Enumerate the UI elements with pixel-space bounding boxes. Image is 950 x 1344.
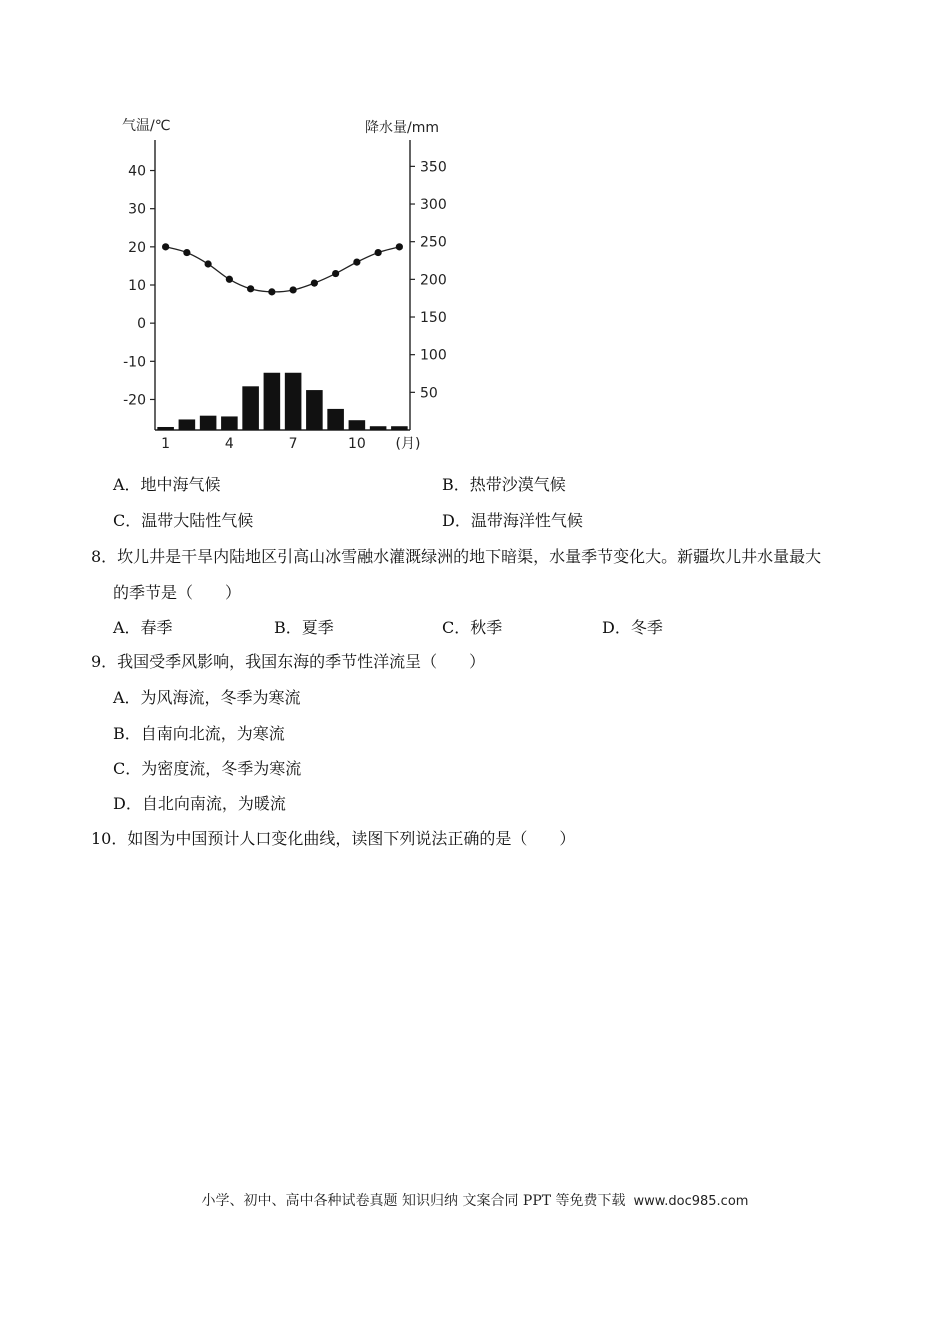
precipitation-tick-label: 100 (420, 347, 447, 364)
precipitation-bar (370, 426, 387, 430)
temperature-axis-title: 气温/℃ (122, 118, 171, 134)
temperature-tick-label: -20 (123, 392, 146, 409)
precipitation-bar (349, 420, 366, 430)
temperature-point (162, 243, 169, 250)
q7-option-d[interactable]: D．温带海洋性气候 (442, 511, 583, 530)
precipitation-bar (327, 409, 344, 430)
precipitation-bar (221, 416, 238, 430)
page-footer (0, 1190, 950, 1210)
q8-option-d[interactable]: D．冬季 (602, 618, 663, 637)
q7-option-b[interactable]: B．热带沙漠气候 (442, 475, 566, 494)
precipitation-tick-label: 350 (420, 159, 447, 176)
q7-option-c[interactable]: C．温带大陆性气候 (113, 511, 254, 530)
footer-url[interactable]: www.doc985.com (633, 1194, 749, 1209)
precipitation-bar (242, 386, 259, 430)
temperature-point (290, 286, 297, 293)
precipitation-tick-label: 50 (420, 385, 438, 402)
q9-option-c[interactable]: C．为密度流，冬季为寒流 (113, 759, 302, 778)
q8-stem-line2: 的季节是（ ） (113, 583, 242, 602)
precipitation-bar (391, 426, 408, 430)
precipitation-bar (200, 416, 217, 430)
temperature-point (332, 270, 339, 277)
q8-option-b[interactable]: B．夏季 (274, 618, 334, 637)
q8-option-c[interactable]: C．秋季 (442, 618, 503, 637)
precipitation-bar (157, 427, 174, 430)
temperature-point (268, 288, 275, 295)
temperature-line (166, 247, 400, 292)
month-axis-unit: (月) (395, 436, 421, 452)
temperature-point (375, 249, 382, 256)
temperature-tick-label: 40 (128, 163, 146, 180)
q8-option-a[interactable]: A．春季 (113, 618, 173, 637)
q9-stem: 9．我国受季风影响，我国东海的季节性洋流呈（ ） (91, 652, 486, 671)
month-tick-label: 1 (161, 436, 171, 452)
footer-text: 小学、初中、高中各种试卷真题 知识归纳 文案合同 PPT 等免费下载 (201, 1193, 626, 1209)
temperature-point (226, 276, 233, 283)
month-tick-label: 10 (347, 436, 366, 452)
precipitation-tick-label: 250 (420, 234, 447, 251)
precipitation-tick-label: 300 (420, 197, 447, 214)
month-tick-label: 7 (288, 436, 298, 452)
temperature-curve (162, 243, 403, 295)
precipitation-bar (285, 373, 302, 430)
temperature-point (311, 279, 318, 286)
temperature-tick-label: 10 (128, 278, 146, 294)
temperature-point (205, 260, 212, 267)
precipitation-bar (306, 390, 323, 430)
temperature-point (247, 285, 254, 292)
temperature-tick-label: 20 (128, 239, 146, 256)
precipitation-axis-title: 降水量/mm (365, 120, 439, 136)
q9-option-d[interactable]: D．自北向南流，为暖流 (113, 794, 286, 813)
temperature-point (353, 259, 360, 266)
precipitation-tick-label: 150 (420, 310, 447, 327)
temperature-point (183, 249, 190, 256)
temperature-tick-label: -10 (123, 354, 146, 371)
q9-option-a[interactable]: A．为风海流，冬季为寒流 (113, 688, 301, 707)
q7-option-a[interactable]: A．地中海气候 (113, 475, 221, 494)
precipitation-bar (264, 373, 281, 430)
climate-chart (110, 110, 470, 460)
precipitation-bars (157, 373, 407, 430)
month-tick-label: 4 (224, 436, 234, 452)
temperature-point (396, 243, 403, 250)
q8-stem-line1: 8．坎儿井是干旱内陆地区引高山冰雪融水灌溉绿洲的地下暗渠，水量季节变化大。新疆坎儿井水量最大 (91, 547, 822, 566)
temperature-tick-label: 30 (128, 201, 146, 218)
q9-option-b[interactable]: B．自南向北流，为寒流 (113, 724, 285, 743)
q10-stem: 10．如图为中国预计人口变化曲线，读图下列说法正确的是（ ） (91, 829, 576, 848)
precipitation-bar (179, 419, 196, 430)
precipitation-tick-label: 200 (420, 272, 447, 289)
temperature-tick-label: 0 (137, 316, 146, 333)
